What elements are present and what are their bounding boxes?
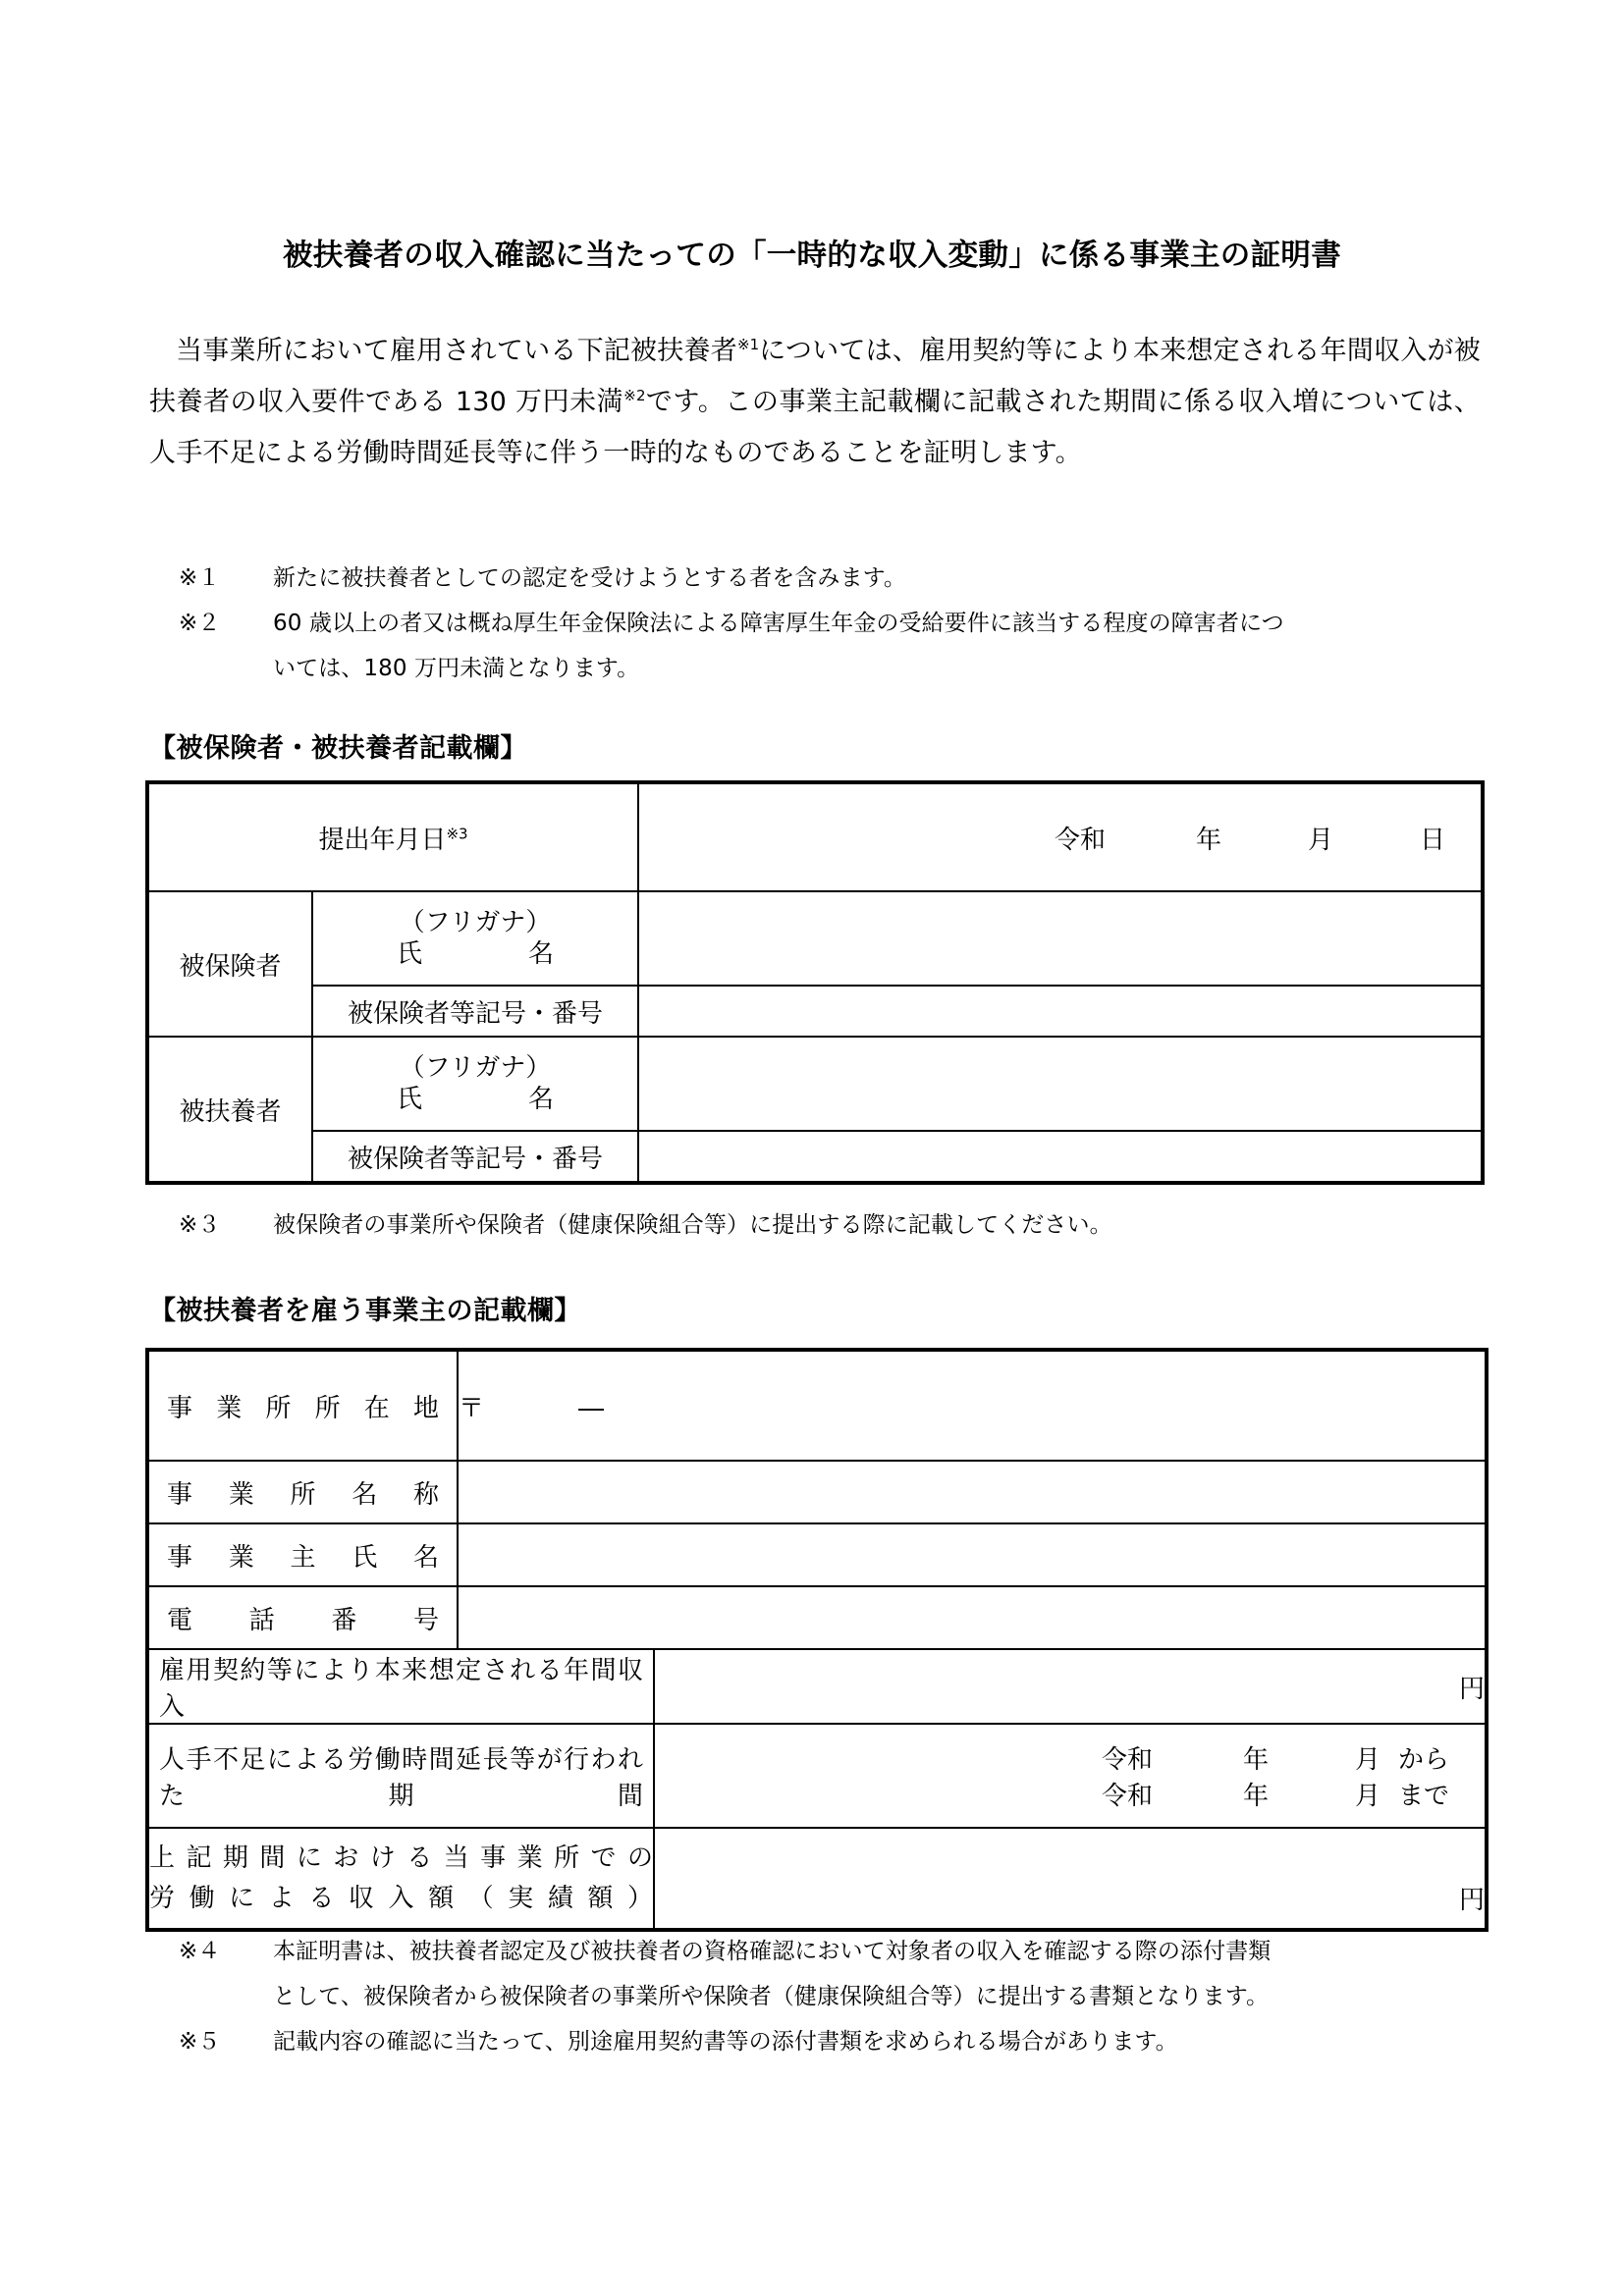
intro-part-3: です。この事業主記載欄に記載された期間に係る収入増については、人手不足による労働時間延長等に伴う一時的なものであることを証明します。 <box>149 387 1481 468</box>
footnote-4-text: 本証明書は、被扶養者認定及び被扶養者の資格確認において対象者の収入を確認する際の添付書類 <box>273 1939 1272 1964</box>
dependent-row-label: 被扶養者 <box>179 1096 282 1127</box>
insured-row-label: 被保険者 <box>179 951 282 982</box>
table-row-phone <box>147 1586 1487 1649</box>
dependent-furigana-label: （フリガナ） <box>399 1052 552 1083</box>
overtime-from-era: 令和 <box>1101 1745 1153 1775</box>
submission-date-label: 提出年月日 <box>318 825 447 855</box>
table-row-submission-date <box>147 782 1483 891</box>
table-row-dependent-number <box>147 1131 1483 1183</box>
section-heading-employer: 【被扶養者を雇う事業主の記載欄】 <box>149 1296 581 1326</box>
insured-number-value-cell[interactable] <box>638 986 1483 1037</box>
footnote-5-text: 記載内容の確認に当たって、別途雇用契約書等の添付書類を求められる場合があります。 <box>273 2029 1178 2055</box>
overtime-to-era: 令和 <box>1101 1782 1153 1811</box>
footnote-2-text-cont: いては、180 万円未満となります。 <box>273 656 640 681</box>
submission-date-value-cell[interactable] <box>638 782 1483 891</box>
office-name-label: 事業所名称 <box>167 1479 439 1510</box>
dependent-number-label-cell <box>312 1131 638 1183</box>
footnote-1-text: 新たに被扶養者としての認定を受けようとする者を含みます。 <box>273 565 906 591</box>
overtime-from-month-unit: 月 <box>1354 1745 1380 1775</box>
postal-code-dash: ― <box>578 1393 605 1423</box>
dependent-number-value-cell[interactable] <box>638 1131 1483 1183</box>
table-row-actual-income <box>147 1828 1487 1930</box>
footnote-ref-3: ※3 <box>446 824 468 842</box>
insured-name-label-cell <box>312 891 638 986</box>
actual-income-label-line2: 労働による収入額（実績額） <box>149 1883 653 1913</box>
overtime-to-suffix: まで <box>1398 1782 1450 1811</box>
table-row-overtime-period <box>147 1724 1487 1828</box>
office-address-label-cell <box>147 1350 458 1461</box>
insured-number-label-cell <box>312 986 638 1037</box>
actual-income-label-line1: 上記期間における当事業所での <box>149 1843 653 1874</box>
submission-date-era: 令和 <box>1054 825 1106 855</box>
postal-code-icon: 〒 <box>459 1393 485 1423</box>
table-row-dependent-name <box>147 1037 1483 1131</box>
insured-row-label-cell <box>147 891 312 1037</box>
overtime-from-suffix: から <box>1398 1745 1450 1775</box>
footnote-2-mark: ※２ <box>179 611 221 636</box>
footnote-3-text: 被保険者の事業所や保険者（健康保険組合等）に提出する際に記載してください。 <box>273 1212 1112 1238</box>
actual-income-value-cell[interactable] <box>654 1828 1487 1930</box>
submission-date-label-cell <box>147 782 638 891</box>
footnote-5-mark: ※５ <box>179 2029 221 2055</box>
insured-name-label: 氏 名 <box>397 939 554 969</box>
overtime-from-year-unit: 年 <box>1242 1745 1269 1775</box>
actual-income-unit: 円 <box>1459 1886 1486 1915</box>
footnote-3-mark: ※３ <box>179 1212 221 1238</box>
office-name-label-cell <box>147 1461 458 1523</box>
table-row-employer-name <box>147 1523 1487 1586</box>
overtime-period-from-line[interactable] <box>655 1739 1485 1776</box>
expected-income-unit: 円 <box>1459 1674 1486 1704</box>
submission-date-day-unit: 日 <box>1420 825 1446 855</box>
footnote-1-mark: ※１ <box>179 565 221 591</box>
table-row-expected-income <box>147 1649 1487 1724</box>
dependent-name-value-cell[interactable] <box>638 1037 1483 1131</box>
page-title: 被扶養者の収入確認に当たっての「一時的な収入変動」に係る事業主の証明書 <box>283 239 1341 273</box>
employer-name-label: 事業主氏名 <box>167 1542 439 1573</box>
employer-table <box>145 1348 1489 1932</box>
intro-part-2: については、雇用契約等により本来想定される年間収入が被扶養者の収入要件である 130 万円未満 <box>149 336 1481 417</box>
footnote-4-text-cont: として、被保険者から被保険者の事業所や保険者（健康保険組合等）に提出する書類となります。 <box>273 1984 1270 2009</box>
submission-date-month-unit: 月 <box>1307 825 1333 855</box>
table-row-insured-number <box>147 986 1483 1037</box>
dependent-number-label: 被保険者等記号・番号 <box>348 1144 604 1174</box>
insured-dependent-table <box>145 780 1485 1185</box>
footnote-3 <box>179 1202 1485 1248</box>
intro-paragraph <box>149 326 1481 479</box>
insured-name-value-cell[interactable] <box>638 891 1483 986</box>
phone-value-cell[interactable] <box>458 1586 1487 1649</box>
expected-income-label: 雇用契約等により本来想定される年間収入 <box>159 1656 643 1722</box>
insured-furigana-label: （フリガナ） <box>399 907 552 937</box>
dependent-row-label-cell <box>147 1037 312 1183</box>
overtime-to-year-unit: 年 <box>1242 1782 1269 1811</box>
footnote-2 <box>179 601 1485 691</box>
office-address-value-cell[interactable] <box>458 1350 1487 1461</box>
overtime-to-month-unit: 月 <box>1354 1782 1380 1811</box>
footnote-ref-1: ※1 <box>737 336 760 353</box>
expected-income-label-cell <box>147 1649 654 1724</box>
footnote-4 <box>179 1929 1494 2019</box>
footnote-4-mark: ※４ <box>179 1939 221 1964</box>
overtime-period-to-line[interactable] <box>655 1776 1485 1812</box>
footnote-1 <box>179 556 1485 601</box>
table-row-office-name <box>147 1461 1487 1523</box>
table-row-insured-name <box>147 891 1483 986</box>
employer-name-label-cell <box>147 1523 458 1586</box>
overtime-period-label-cell <box>147 1724 654 1828</box>
footnote-2-text: 60 歳以上の者又は概ね厚生年金保険法による障害厚生年金の受給要件に該当する程度の障害者につ <box>273 611 1284 636</box>
employer-name-value-cell[interactable] <box>458 1523 1487 1586</box>
overtime-period-label: 人手不足による労働時間延長等が行われた期間 <box>159 1745 643 1811</box>
phone-label: 電話番号 <box>167 1605 439 1635</box>
actual-income-label-cell <box>147 1828 654 1930</box>
footnote-5 <box>179 2019 1494 2064</box>
overtime-period-value-cell[interactable] <box>654 1724 1487 1828</box>
office-name-value-cell[interactable] <box>458 1461 1487 1523</box>
footnote-ref-2: ※2 <box>623 387 646 404</box>
dependent-name-label-cell <box>312 1037 638 1131</box>
expected-income-value-cell[interactable] <box>654 1649 1487 1724</box>
phone-label-cell <box>147 1586 458 1649</box>
insured-number-label: 被保険者等記号・番号 <box>348 998 604 1029</box>
section-heading-insured: 【被保険者・被扶養者記載欄】 <box>149 733 527 764</box>
submission-date-year-unit: 年 <box>1195 825 1221 855</box>
dependent-name-label: 氏 名 <box>397 1085 554 1114</box>
intro-part-1: 当事業所において雇用されている下記被扶養者 <box>176 336 737 366</box>
office-address-label: 事業所所在地 <box>167 1393 439 1423</box>
table-row-office-address <box>147 1350 1487 1461</box>
